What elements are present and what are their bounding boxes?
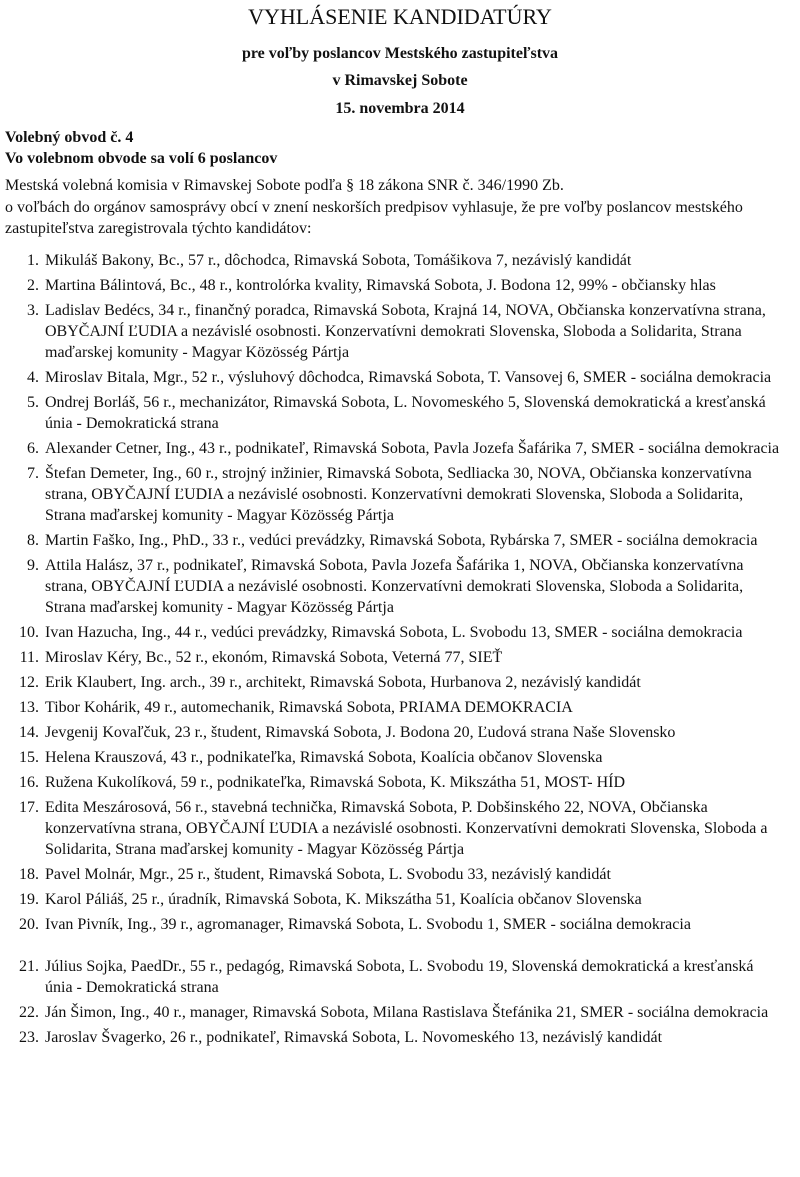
candidate-number: 2.: [27, 276, 39, 294]
candidate-number: 23.: [19, 1028, 39, 1046]
candidate-text: Pavel Molnár, Mgr., 25 r., študent, Rimavská Sobota, L. Svobodu 33, nezávislý kandidát: [45, 865, 611, 883]
intro-line-1: Mestská volebná komisia v Rimavskej Sobote podľa § 18 zákona SNR č. 346/1990 Zb.: [5, 177, 564, 194]
candidate-text: Jevgenij Kovaľčuk, 23 r., študent, Rimavská Sobota, J. Bodona 20, Ľudová strana Naše Slovensko: [45, 723, 676, 741]
list-item: [0, 697, 800, 718]
candidate-text: Karol Páliáš, 25 r., úradník, Rimavská Sobota, K. Mikszátha 51, Koalícia občanov Slovenska: [45, 890, 642, 908]
list-item: [0, 914, 800, 935]
candidate-number: 17.: [19, 798, 39, 816]
list-item: [0, 250, 800, 271]
list-item: [0, 1027, 800, 1048]
list-item: [0, 889, 800, 910]
election-date: 15. novembra 2014: [335, 100, 465, 117]
page-title: VYHLÁSENIE KANDIDATÚRY: [248, 4, 552, 29]
candidate-number: 8.: [27, 531, 39, 549]
candidate-text: Miroslav Bitala, Mgr., 52 r., výsluhový dôchodca, Rimavská Sobota, T. Vansovej 6, SMER - sociálna demokracia: [45, 368, 772, 386]
candidate-text: Edita Meszárosová, 56 r., stavebná technička, Rimavská Sobota, P. Dobšinského 22, NOVA, Občianska konzervatívna strana, OBYČAJNÍ ĽUDIA a nezávislé osobnosti. Konzervatívni demokrati Slovenska, Sloboda a Solidarita, Strana maďarskej komunity - Magyar Közösség Pártja: [45, 798, 768, 858]
list-item: [0, 622, 800, 643]
candidate-text: Martina Bálintová, Bc., 48 r., kontrolórka kvality, Rimavská Sobota, J. Bodona 12, 99% - občiansky hlas: [45, 276, 716, 294]
candidate-text: Jaroslav Švagerko, 26 r., podnikateľ, Rimavská Sobota, L. Novomeského 13, nezávislý kandidát: [45, 1028, 663, 1046]
candidate-text: Ladislav Bedécs, 34 r., finančný poradca, Rimavská Sobota, Krajná 14, NOVA, Občianska konzervatívna strana, OBYČAJNÍ ĽUDIA a nezávislé osobnosti. Konzervatívni demokrati Slovenska, Sloboda a Solidarita, Strana maďarskej komunity - Magyar Közösség Pártja: [45, 301, 766, 361]
candidate-number: 7.: [27, 464, 39, 482]
subtitle-city: v Rimavskej Sobote: [332, 72, 468, 89]
list-item: [0, 463, 800, 526]
candidate-text: Ružena Kukolíková, 59 r., podnikateľka, Rimavská Sobota, K. Mikszátha 51, MOST- HÍD: [45, 773, 626, 791]
list-item: [0, 392, 800, 434]
candidate-number: 16.: [19, 773, 39, 791]
candidate-text: Helena Krauszová, 43 r., podnikateľka, Rimavská Sobota, Koalícia občanov Slovenska: [45, 748, 603, 766]
candidate-text: Alexander Cetner, Ing., 43 r., podnikateľ, Rimavská Sobota, Pavla Jozefa Šafárika 7, SMER - sociálna demokracia: [45, 439, 780, 457]
intro-line-2: o voľbách do orgánov samosprávy obcí v znení neskorších predpisov vyhlasuje, že pre voľby poslancov mestského zastupiteľstva zaregistrovala týchto kandidátov:: [5, 198, 743, 237]
candidate-number: 19.: [19, 890, 39, 908]
candidate-number: 22.: [19, 1003, 39, 1021]
candidate-number: 14.: [19, 723, 39, 741]
candidate-number: 18.: [19, 865, 39, 883]
candidate-text: Erik Klaubert, Ing. arch., 39 r., architekt, Rimavská Sobota, Hurbanova 2, nezávislý kandidát: [45, 673, 641, 691]
candidate-number: 1.: [27, 251, 39, 269]
candidate-number: 6.: [27, 439, 39, 457]
candidate-number: 15.: [19, 748, 39, 766]
candidate-number: 9.: [27, 556, 39, 574]
candidate-text: Ivan Pivník, Ing., 39 r., agromanager, Rimavská Sobota, L. Svobodu 1, SMER - sociálna demokracia: [45, 915, 691, 933]
list-item: [0, 438, 800, 459]
candidate-text: Július Sojka, PaedDr., 55 r., pedagóg, Rimavská Sobota, L. Svobodu 19, Slovenská demokratická a kresťanská únia - Demokratická strana: [45, 957, 754, 996]
candidate-number: 11.: [19, 648, 39, 666]
seats-heading: Vo volebnom obvode sa volí 6 poslancov: [5, 150, 278, 167]
candidate-text: Martin Faško, Ing., PhD., 33 r., vedúci prevádzky, Rimavská Sobota, Rybárska 7, SMER - sociálna demokracia: [45, 531, 758, 549]
candidate-number: 5.: [27, 393, 39, 411]
candidate-number: 4.: [27, 368, 39, 386]
list-item: [0, 956, 800, 998]
candidate-text: Tibor Kohárik, 49 r., automechanik, Rimavská Sobota, PRIAMA DEMOKRACIA: [45, 698, 573, 716]
list-item: [0, 555, 800, 618]
candidate-text: Mikuláš Bakony, Bc., 57 r., dôchodca, Rimavská Sobota, Tomášikova 7, nezávislý kandidát: [45, 251, 632, 269]
list-item: [0, 367, 800, 388]
candidate-number: 20.: [19, 915, 39, 933]
list-item: [0, 647, 800, 668]
list-item: [0, 747, 800, 768]
list-item: [0, 864, 800, 885]
district-heading: Volebný obvod č. 4: [5, 129, 134, 146]
candidate-number: 12.: [19, 673, 39, 691]
list-item: [0, 530, 800, 551]
list-item: [0, 672, 800, 693]
candidate-text: Miroslav Kéry, Bc., 52 r., ekonóm, Rimavská Sobota, Veterná 77, SIEŤ: [45, 648, 503, 666]
candidate-text: Ivan Hazucha, Ing., 44 r., vedúci prevádzky, Rimavská Sobota, L. Svobodu 13, SMER - sociálna demokracia: [45, 623, 743, 641]
candidate-number: 13.: [19, 698, 39, 716]
list-item: [0, 772, 800, 793]
candidate-number: 3.: [27, 301, 39, 319]
subtitle: pre voľby poslancov Mestského zastupiteľstva: [241, 45, 559, 62]
intro-paragraph: [5, 175, 795, 240]
candidate-number: 10.: [19, 623, 39, 641]
list-item: [0, 275, 800, 296]
candidate-text: Attila Halász, 37 r., podnikateľ, Rimavská Sobota, Pavla Jozefa Šafárika 1, NOVA, Občianska konzervatívna strana, OBYČAJNÍ ĽUDIA a nezávislé osobnosti. Konzervatívni demokrati Slovenska, Sloboda a Solidarita, Strana maďarskej komunity - Magyar Közösség Pártja: [45, 556, 744, 616]
candidate-text: Ondrej Borláš, 56 r., mechanizátor, Rimavská Sobota, L. Novomeského 5, Slovenská demokratická a kresťanská únia - Demokratická strana: [45, 393, 766, 432]
candidate-text: Štefan Demeter, Ing., 60 r., strojný inžinier, Rimavská Sobota, Sedliacka 30, NOVA, Občianska konzervatívna strana, OBYČAJNÍ ĽUDIA a nezávislé osobnosti. Konzervatívni demokrati Slovenska, Sloboda a Solidarita, Strana maďarskej komunity - Magyar Közösség Pártja: [45, 464, 752, 524]
list-item: [0, 1002, 800, 1023]
candidate-list: [0, 250, 800, 1048]
candidate-number: 21.: [19, 957, 39, 975]
list-item: [0, 300, 800, 363]
list-item: [0, 797, 800, 860]
list-item: [0, 722, 800, 743]
candidate-text: Ján Šimon, Ing., 40 r., manager, Rimavská Sobota, Milana Rastislava Štefánika 21, SMER - sociálna demokracia: [45, 1003, 769, 1021]
